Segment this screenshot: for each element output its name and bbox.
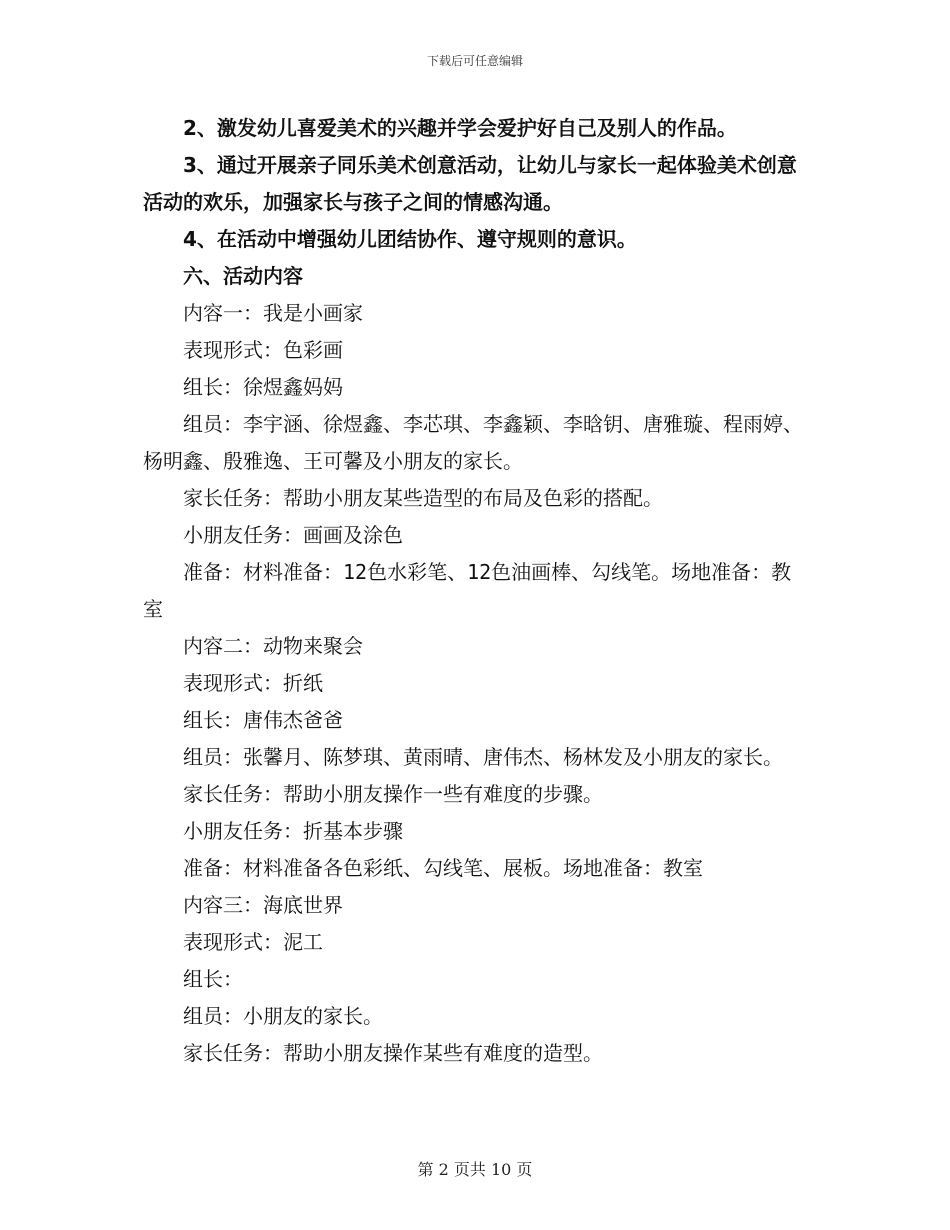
content-2-preparation: 准备：材料准备各色彩纸、勾线笔、展板。场地准备：教室: [183, 856, 703, 880]
content-3-members: 组员：小朋友的家长。: [183, 1004, 383, 1028]
paragraph-goal-2: 2、激发幼儿喜爱美术的兴趣并学会爱护好自己及别人的作品。: [183, 116, 737, 140]
content-1-leader: 组长：徐煜鑫妈妈: [183, 375, 343, 399]
page-footer-page-number: 第 2 页共 10 页: [417, 1160, 533, 1179]
content-1-child-task: 小朋友任务：画画及涂色: [183, 523, 403, 547]
content-1-form: 表现形式：色彩画: [183, 338, 343, 362]
content-3-parent-task: 家长任务：帮助小朋友操作某些有难度的造型。: [183, 1041, 603, 1065]
content-2-leader: 组长：唐伟杰爸爸: [183, 708, 343, 732]
content-2-form: 表现形式：折纸: [183, 671, 323, 695]
section-heading-activity-content: 六、活动内容: [183, 264, 303, 288]
content-1-preparation: 准备：材料准备：12色水彩笔、12色油画棒、勾线笔。场地准备：教室: [143, 560, 792, 621]
page-header: 下载后可任意编辑: [426, 54, 523, 68]
content-1-parent-task: 家长任务：帮助小朋友某些造型的布局及色彩的搭配。: [183, 486, 663, 510]
content-2-title: 内容二：动物来聚会: [183, 634, 363, 658]
content-2-members: 组员：张馨月、陈梦琪、黄雨晴、唐伟杰、杨林发及小朋友的家长。: [183, 745, 783, 769]
paragraph-goal-3: 3、通过开展亲子同乐美术创意活动，让幼儿与家长一起体验美术创意活动的欢乐，加强家长与孩子之间的情感沟通。: [143, 153, 797, 214]
content-2-parent-task: 家长任务：帮助小朋友操作一些有难度的步骤。: [183, 782, 603, 806]
document-body: [143, 110, 807, 1072]
paragraph-goal-4: 4、在活动中增强幼儿团结协作、遵守规则的意识。: [183, 227, 637, 251]
content-1-title: 内容一：我是小画家: [183, 301, 363, 325]
content-3-title: 内容三：海底世界: [183, 893, 343, 917]
content-3-form: 表现形式：泥工: [183, 930, 323, 954]
content-2-child-task: 小朋友任务：折基本步骤: [183, 819, 403, 843]
content-1-members: 组员：李宇涵、徐煜鑫、李芯琪、李鑫颖、李晗钥、唐雅璇、程雨婷、杨明鑫、殷雅逸、王可馨及小朋友的家长。: [143, 412, 803, 473]
content-3-leader: 组长：: [183, 967, 243, 991]
